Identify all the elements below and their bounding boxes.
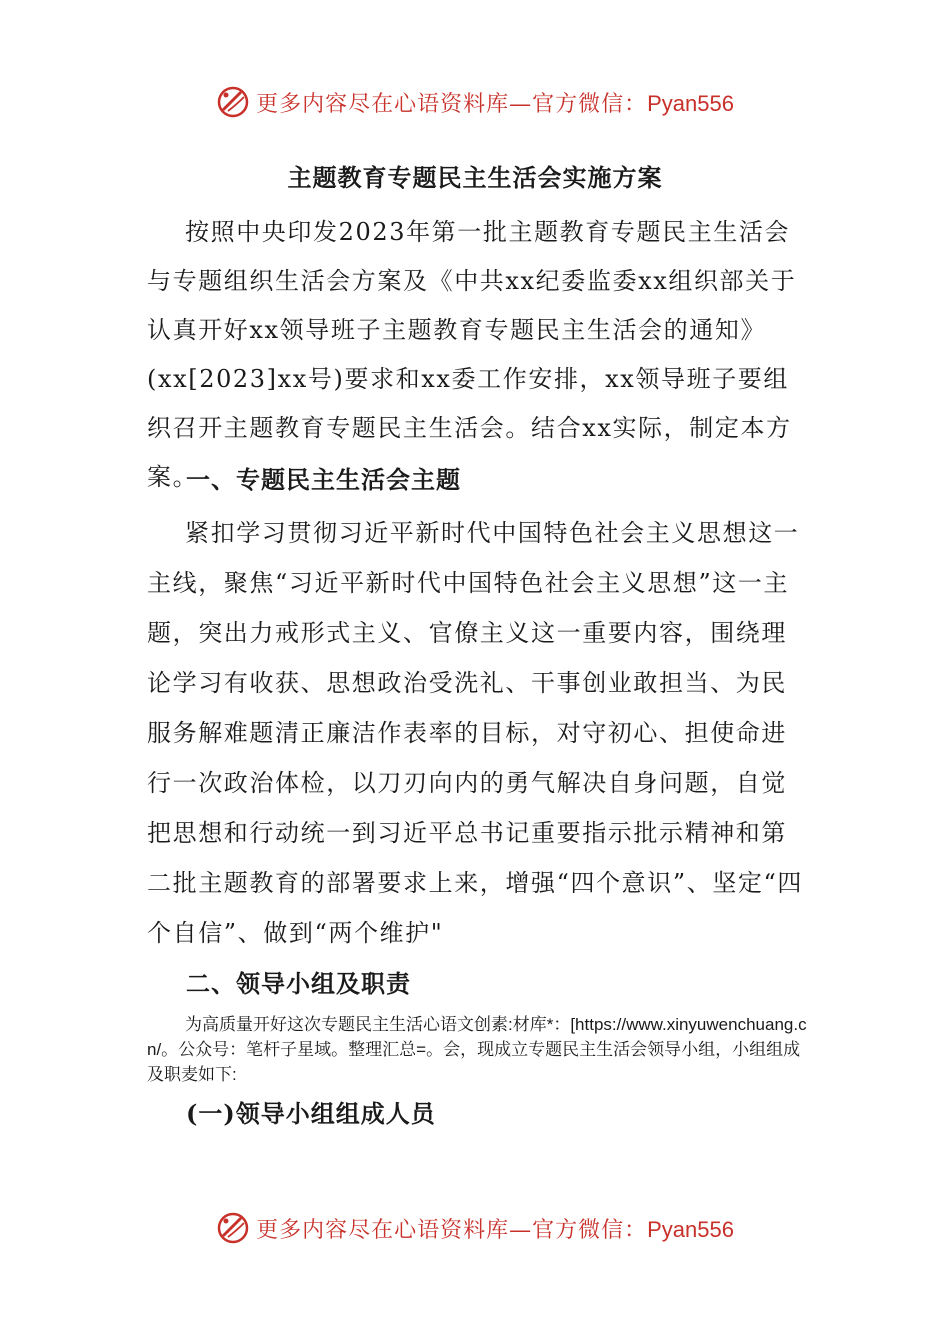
subsection-heading-members: (一)领导小组组成人员 xyxy=(186,1099,436,1128)
wechat-id: Pyan556 xyxy=(647,90,734,116)
section-heading-leadership: 二、领导小组及职责 xyxy=(186,969,411,998)
theme-paragraph: 紧扣学习贯彻习近平新时代中国特色社会主义思想这一主线，聚焦“习近平新时代中国特色社会主义思想”这一主题，突出力戒形式主义、官僚主义这一重要内容，围绕理论学习有收获、思想政治受洗礼、干事创业敢担当、为民服务解难题清正廉洁作表率的目标，对守初心、担使命进行一次政治体检，以刀刃向内的勇气解决自身问题，自觉把思想和行动统一到习近平总书记重要指示批示精神和第二批主题教育的部署要求上来，增强“四个意识”、坚定“四个自信”、做到“两个维护" xyxy=(147,519,804,947)
footer-watermark-banner xyxy=(0,1206,950,1250)
pen-logo-icon xyxy=(216,85,250,119)
wechat-id: Pyan556 xyxy=(647,1216,734,1242)
section-heading-theme: 一、专题民主生活会主题 xyxy=(186,465,461,494)
intro-paragraph: 按照中央印发2023年第一批主题教育专题民主生活会与专题组织生活会方案及《中共xx纪委监委xx组织部关于认真开好xx领导班子主题教育专题民主生活会的通知》(xx[2023]xx号)要求和xx委工作安排，xx领导班子要组织召开主题教育专题民主生活会。结合xx实际，制定本方案。 xyxy=(147,218,797,491)
pen-logo-icon xyxy=(216,1211,250,1245)
document-title: 主题教育专题民主生活会实施方案 xyxy=(287,163,663,192)
banner-text: 更多内容尽在心语资料库—官方微信：Pyan556 xyxy=(256,90,734,117)
leadership-paragraph: 为高质量开好这次专题民主生活心语文创素:材库*：[https://www.xinyuwenchuang.cn/。公众号：笔杆子星域。整理汇总=。会，现成立专题民主生活会领导小组，小组组成及职麦如下: xyxy=(147,1015,807,1084)
header-watermark-banner xyxy=(0,80,950,124)
banner-text: 更多内容尽在心语资料库—官方微信：Pyan556 xyxy=(256,1216,734,1243)
